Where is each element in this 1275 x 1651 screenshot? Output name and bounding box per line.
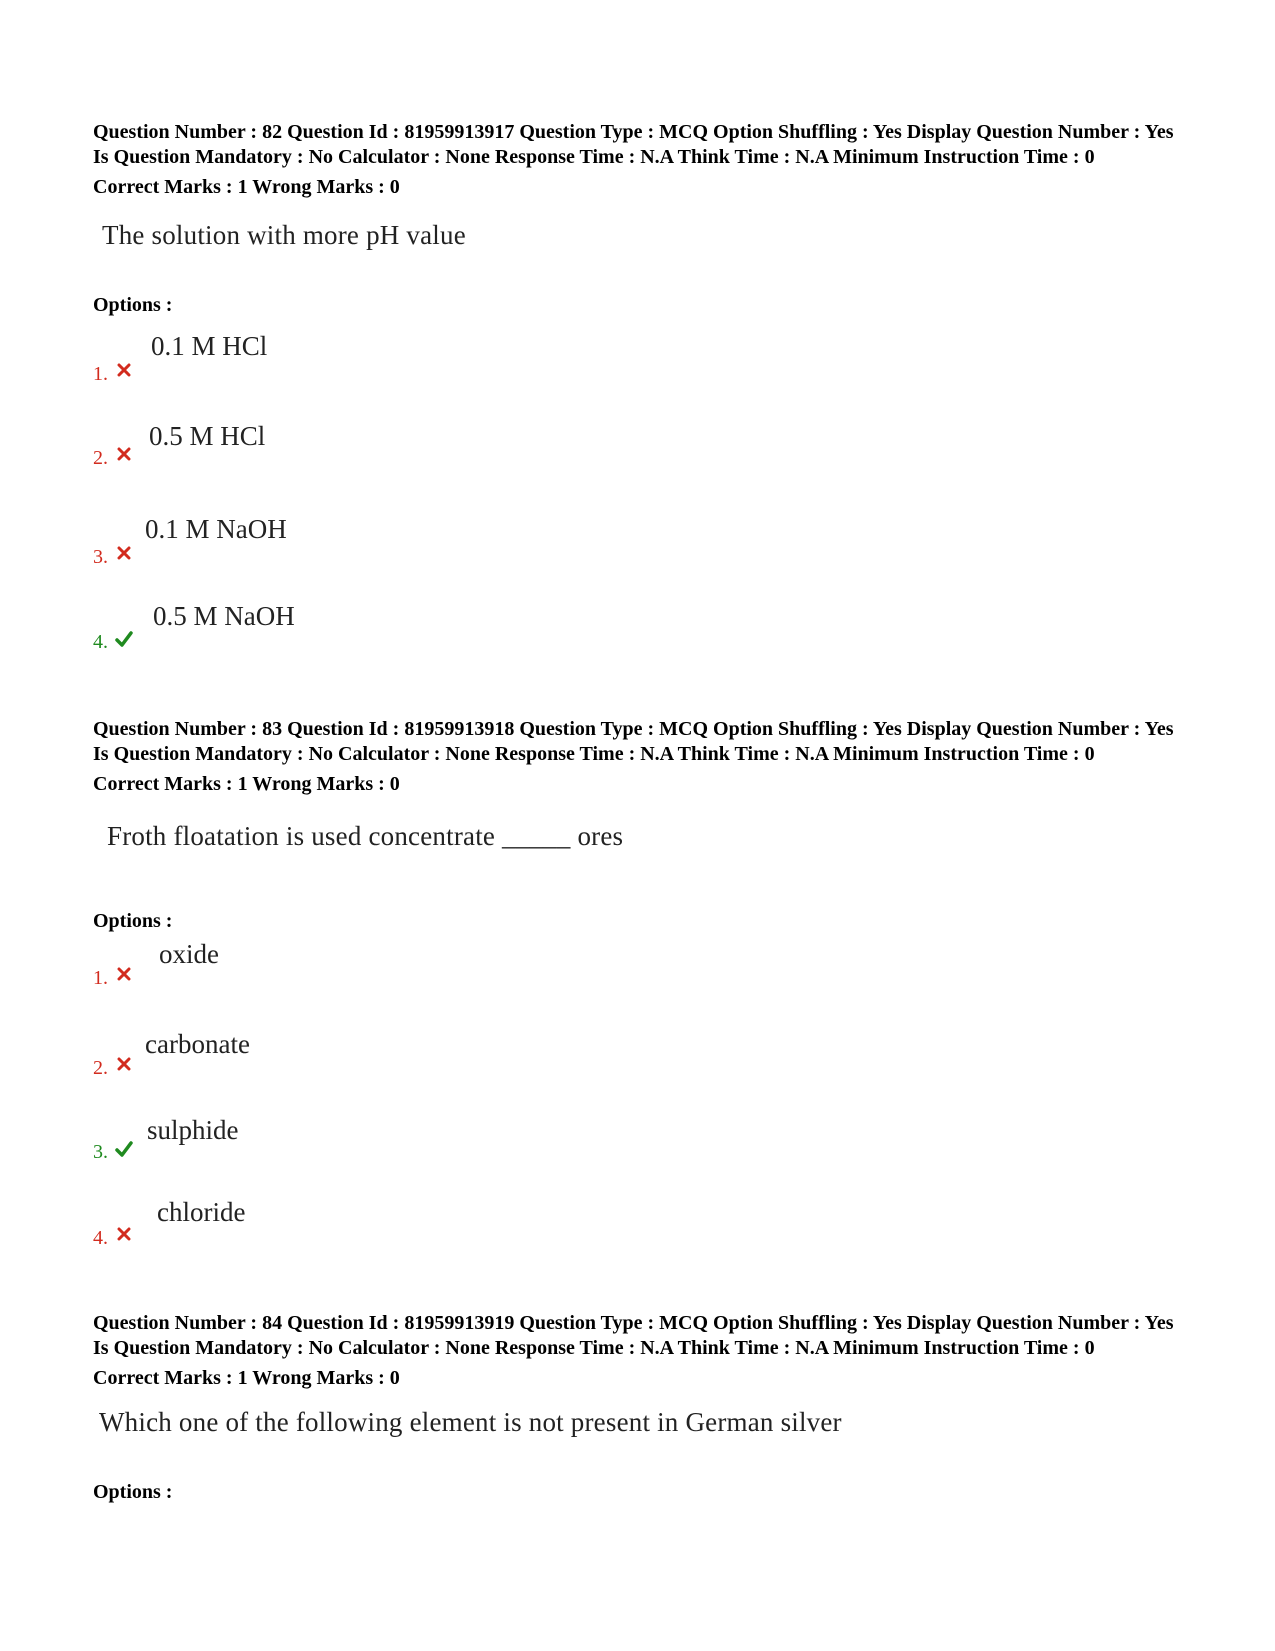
- option-number: 3.: [93, 546, 108, 568]
- option-number: 4.: [93, 1227, 108, 1249]
- question-text: The solution with more pH value: [102, 220, 466, 250]
- options-label: Options :: [93, 1481, 173, 1503]
- option-number: 1.: [93, 363, 108, 385]
- question-meta: Question Number : 82 Question Id : 81959913917 Question Type : MCQ Option Shuffling : Yes Display Question Number : Yes Is Question Mandatory : No Calculator : None Response Time : N.A Think Time : N.A Minimum Instruction Time : 0: [93, 121, 1174, 168]
- check-icon: [115, 1141, 133, 1157]
- question-marks: Correct Marks : 1 Wrong Marks : 0: [93, 176, 400, 198]
- cross-icon: [117, 1227, 131, 1241]
- question-83-block: [93, 717, 1193, 852]
- question-82-block: [93, 120, 1193, 251]
- cross-icon: [117, 967, 131, 981]
- option-text: 0.5 M NaOH: [153, 601, 295, 631]
- options-label: Options :: [93, 294, 173, 316]
- option-number: 4.: [93, 631, 108, 653]
- cross-icon: [117, 363, 131, 377]
- option-text: 0.5 M HCl: [149, 421, 266, 451]
- question-84-block: [93, 1311, 1193, 1438]
- options-label: Options :: [93, 910, 173, 932]
- option-text: carbonate: [145, 1029, 250, 1059]
- question-meta: Question Number : 84 Question Id : 81959913919 Question Type : MCQ Option Shuffling : Yes Display Question Number : Yes Is Question Mandatory : No Calculator : None Response Time : N.A Think Time : N.A Minimum Instruction Time : 0: [93, 1312, 1174, 1359]
- question-meta: Question Number : 83 Question Id : 81959913918 Question Type : MCQ Option Shuffling : Yes Display Question Number : Yes Is Question Mandatory : No Calculator : None Response Time : N.A Think Time : N.A Minimum Instruction Time : 0: [93, 718, 1174, 765]
- cross-icon: [117, 447, 131, 461]
- cross-icon: [117, 546, 131, 560]
- option-text: oxide: [159, 939, 219, 969]
- check-icon: [115, 631, 133, 647]
- cross-icon: [117, 1057, 131, 1071]
- option-number: 1.: [93, 967, 108, 989]
- option-text: 0.1 M HCl: [151, 331, 268, 361]
- option-number: 3.: [93, 1141, 108, 1163]
- option-number: 2.: [93, 1057, 108, 1079]
- option-text: 0.1 M NaOH: [145, 514, 287, 544]
- option-text: sulphide: [147, 1115, 239, 1145]
- question-marks: Correct Marks : 1 Wrong Marks : 0: [93, 1367, 400, 1389]
- question-text: Froth floatation is used concentrate _____ ores: [107, 821, 624, 851]
- question-text: Which one of the following element is not present in German silver: [99, 1407, 842, 1437]
- option-number: 2.: [93, 447, 108, 469]
- option-text: chloride: [157, 1197, 246, 1227]
- question-marks: Correct Marks : 1 Wrong Marks : 0: [93, 773, 400, 795]
